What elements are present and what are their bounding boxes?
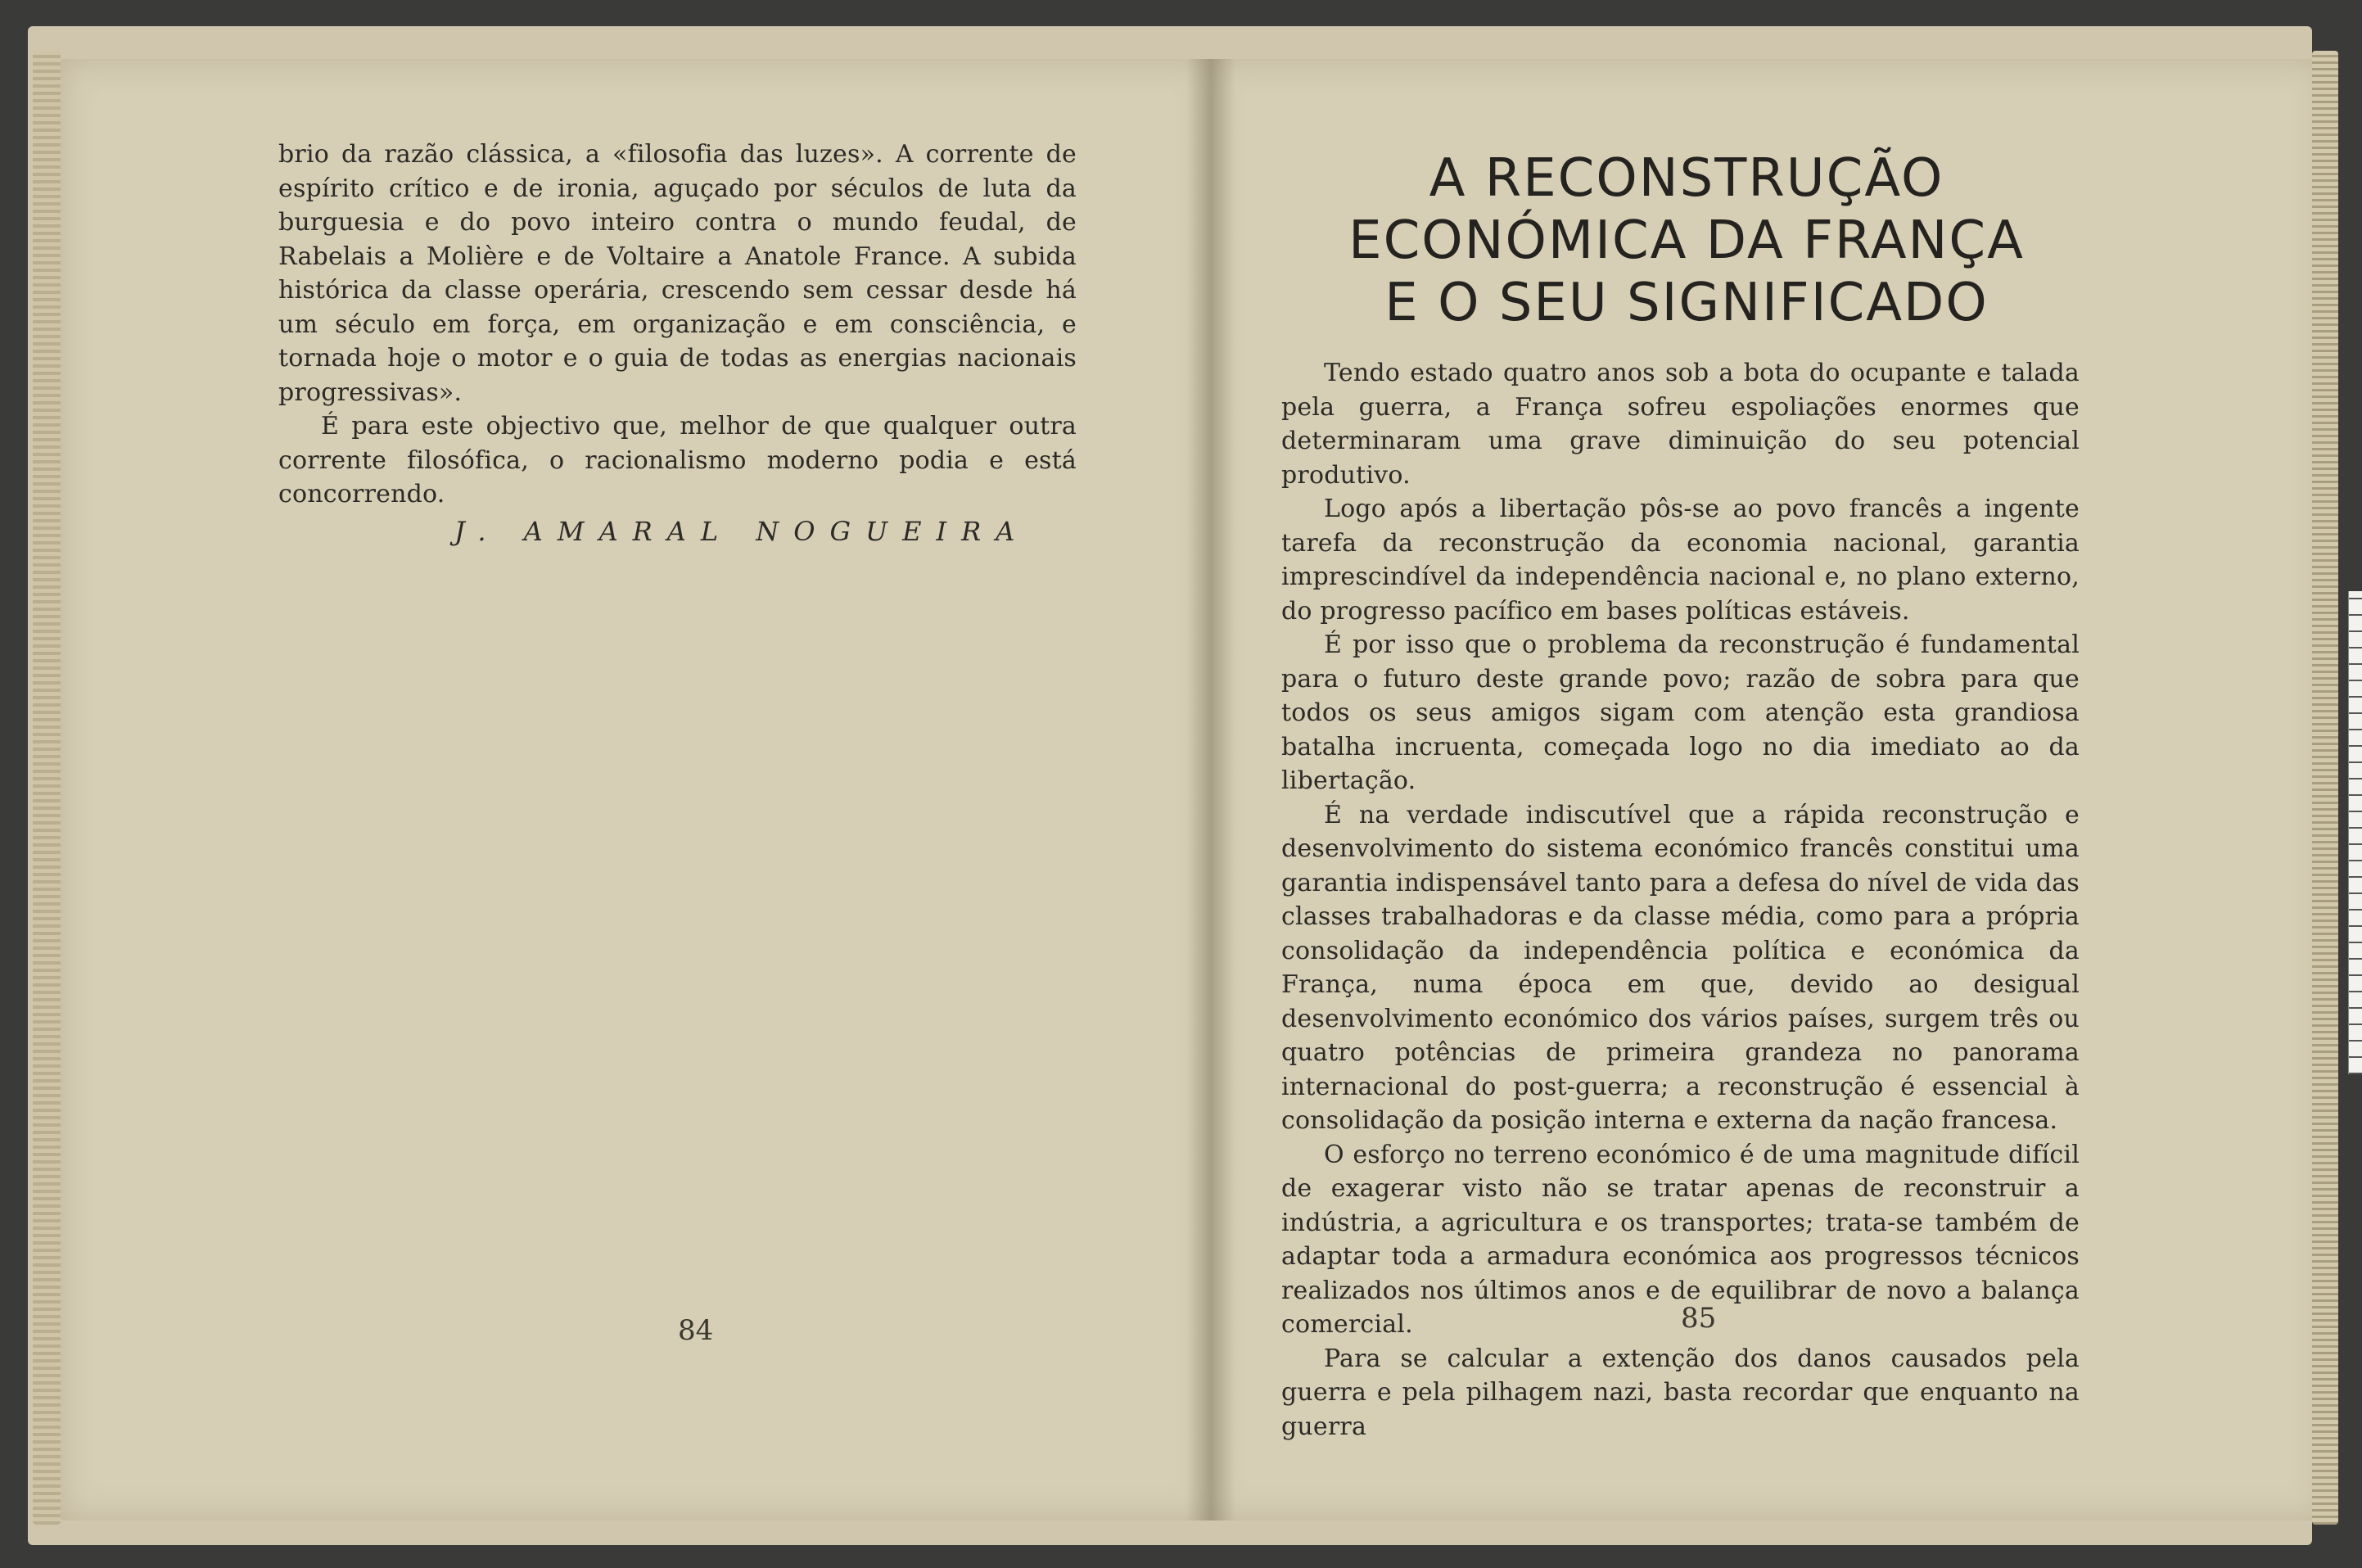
left-paragraph-1: brio da razão clássica, a «filosofia das luzes». A corrente de espírito crítico e de ironia, aguçado por séculos de luta da burguesia e do povo inteiro contra o mundo feudal, de Rabelais a Molière e de Voltaire a Anatole France. A subida histórica da classe operária, crescendo sem cessar desde há um século em força, em organização e em consciência, e tornada hoje o motor e o guia de todas as energias nacionais progressivas». — [278, 140, 1077, 407]
article-title — [1294, 147, 2080, 334]
right-paragraph-1: Tendo estado quatro anos sob a bota do ocupante e talada pela guerra, a França sofreu espoliações enormes que determinaram uma grave diminuição do seu potencial produtivo. — [1281, 359, 2080, 490]
title-line-1: A RECONSTRUÇÃO — [1429, 148, 1944, 209]
right-paragraph-3: É por isso que o problema da reconstrução é fundamental para o futuro deste grande povo; razão de sobra para que todos os seus amigos sigam com atenção esta grandiosa batalha incruenta, começada logo no dia imediato ao da libertação. — [1281, 630, 2080, 795]
title-line-2: ECONÓMICA DA FRANÇA — [1348, 210, 2025, 271]
page-number-left: 84 — [678, 1314, 714, 1347]
right-page-text — [1281, 356, 2080, 1444]
author-signature: J. AMARAL NOGUEIRA — [454, 516, 1030, 547]
title-line-3: E O SEU SIGNIFICADO — [1384, 273, 1989, 333]
book-gutter — [1186, 59, 1235, 1521]
right-paragraph-2: Logo após a libertação pôs-se ao povo francês a ingente tarefa da reconstrução da economia nacional, garantia imprescindível da independência nacional e, no plano externo, do progresso pacífico em bases políticas estáveis. — [1281, 495, 2080, 626]
right-paragraph-4: É na verdade indiscutível que a rápida reconstrução e desenvolvimento do sistema económico francês constitui uma garantia indispensável tanto para a defesa do nível de vida das classes trabalhadoras e da classe média, como para a própria consolidação da independência política e económica da França, numa época em que, devido ao desigual desenvolvimento económico dos vários países, surgem três ou quatro potências de primeira grandeza no panorama internacional do post-guerra; a reconstrução é essencial à consolidação da posição interna e externa da nação francesa. — [1281, 800, 2080, 1135]
scale-ruler — [2348, 591, 2362, 1074]
left-page-text — [278, 138, 1077, 512]
right-paragraph-6: Para se calcular a extenção dos danos causados pela guerra e pela pilhagem nazi, basta recordar que enquanto na guerra — [1281, 1344, 2080, 1441]
left-page-edges — [33, 51, 61, 1525]
left-paragraph-2: É para este objectivo que, melhor de que qualquer outra corrente filosófica, o racionalismo moderno podia e está concorrendo. — [278, 412, 1077, 508]
right-paragraph-5: O esforço no terreno económico é de uma magnitude difícil de exagerar visto não se tratar apenas de reconstruir a indústria, a agricultura e os transportes; trata-se também de adaptar toda a armadura económica aos progressos técnicos realizados nos últimos anos e de equilibrar de novo a balança comercial. — [1281, 1140, 2080, 1339]
right-page-edges — [2312, 51, 2338, 1525]
page-number-right: 85 — [1681, 1302, 1717, 1335]
